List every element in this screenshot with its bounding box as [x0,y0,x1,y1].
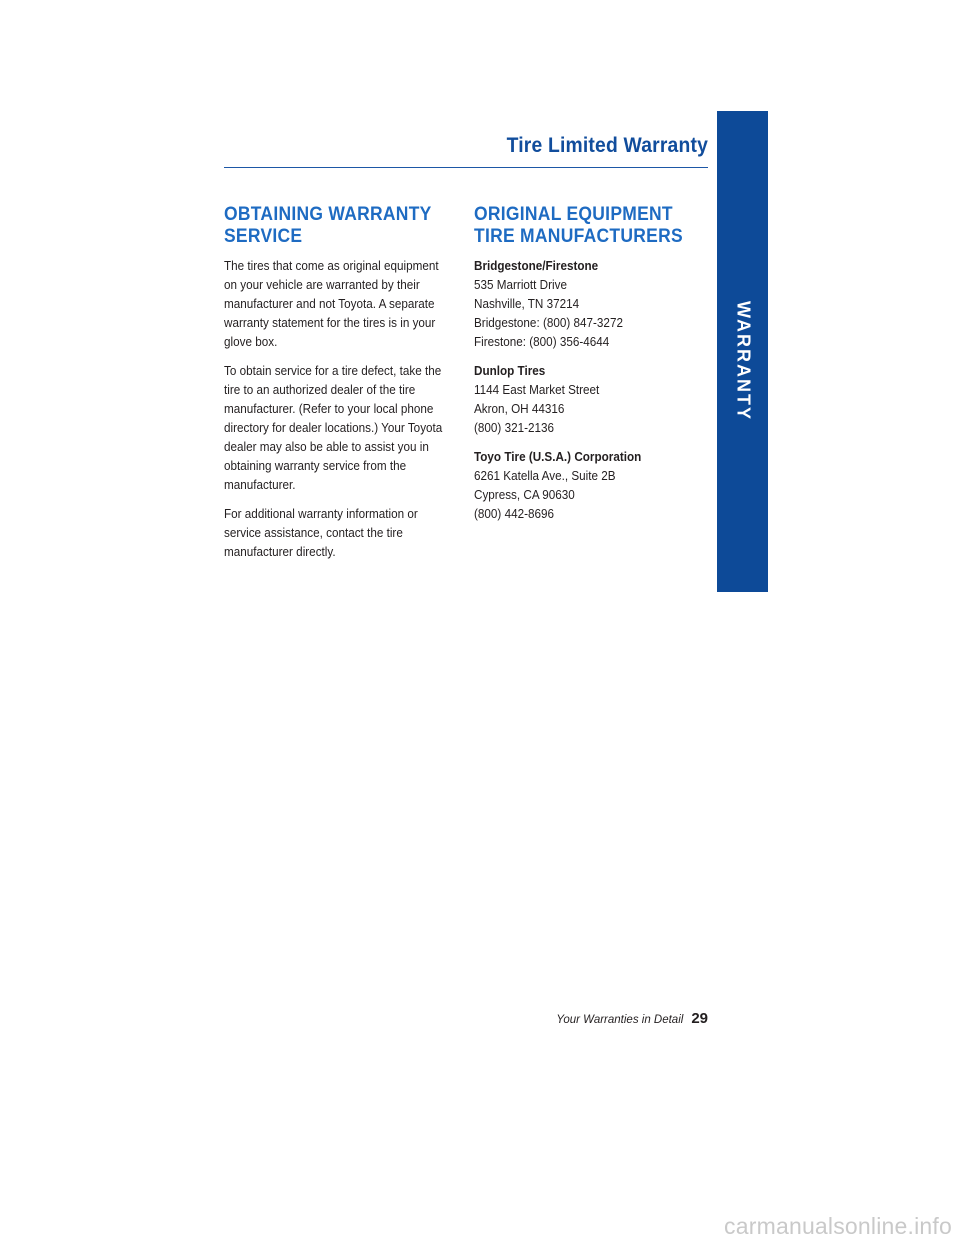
manufacturer-bridgestone: Bridgestone/Firestone 535 Marriott Drive Nashville, TN 37214 Bridgestone: (800) 847-3272 Firestone: (800) 356-4644 [474,256,706,351]
footer-section-title: Your Warranties in Detail [556,1014,684,1026]
paragraph-additional-info: For additional warranty information or service assistance, contact the tire manufacturer directly. [224,506,418,559]
manufacturer-name: Toyo Tire (U.S.A.) Corporation [474,449,642,464]
right-column [474,204,710,533]
section-side-tab [717,111,768,592]
title-divider [224,167,708,168]
watermark: carmanualsonline.info [724,1213,952,1239]
page-title: Tire Limited Warranty [506,134,708,157]
paragraph-obtain-service: To obtain service for a tire defect, take the tire to an authorized dealer of the tire manufacturer. (Refer to your local phone directory for dealer locations.) Your Toyota dealer may also be able to assist you in obtaining warranty service from the manufacturer. [224,363,443,492]
obtaining-warranty-heading: OBTAINING WARRANTY SERVICE [224,204,432,247]
side-tab-label: WARRANTY [733,301,753,421]
manufacturer-dunlop: Dunlop Tires 1144 East Market Street Akron, OH 44316 (800) 321-2136 [474,361,706,437]
manufacturers-heading: ORIGINAL EQUIPMENT TIRE MANUFACTURERS [474,204,683,247]
left-column [224,204,460,571]
page-number: 29 [691,1010,708,1027]
manufacturer-toyo: Toyo Tire (U.S.A.) Corporation 6261 Katella Ave., Suite 2B Cypress, CA 90630 (800) 442-8696 [474,447,706,523]
paragraph-original-equipment: The tires that come as original equipment on your vehicle are warranted by their manufacturer and not Toyota. A separate warranty statement for the tires is in your glove box. [224,258,439,349]
page-footer [556,1010,708,1028]
manufacturer-name: Bridgestone/Firestone [474,258,599,273]
manufacturer-name: Dunlop Tires [474,363,546,378]
